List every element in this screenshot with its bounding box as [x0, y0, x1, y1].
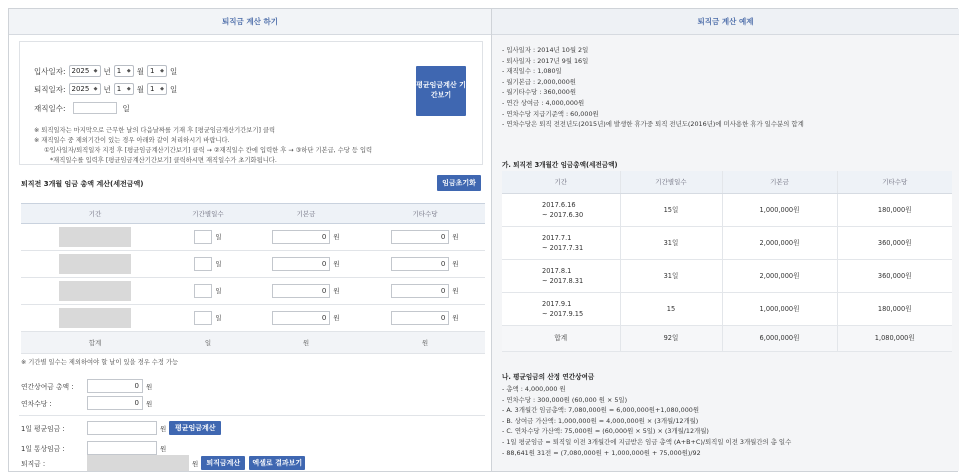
work-days-input[interactable] — [73, 102, 117, 114]
total-base: 원 — [247, 332, 365, 354]
base-pay-input[interactable]: 0 — [272, 230, 330, 244]
total-base: 6,000,000원 — [722, 325, 837, 351]
won-unit: 원 — [452, 287, 459, 295]
leave-date-row — [34, 82, 177, 96]
join-day-select[interactable]: 1 ◆ — [147, 65, 167, 77]
period-value — [59, 254, 131, 274]
won-unit: 원 — [160, 444, 167, 453]
example-row — [502, 292, 952, 325]
calculation-line: - 88,641원 31전 = (7,080,000원 + 1,000,000원 + 75,000원)/92 — [502, 448, 701, 457]
info-line: - 월기타수당 : 360,000원 — [502, 88, 577, 97]
day-unit: 일 — [215, 260, 222, 268]
leave-pay-row — [21, 396, 152, 410]
won-unit: 원 — [192, 459, 199, 468]
won-unit: 원 — [333, 233, 340, 241]
divider — [19, 415, 485, 416]
severance-label: 퇴직금 : — [21, 460, 46, 468]
work-days-row — [34, 101, 130, 115]
example-wage-table — [502, 171, 952, 352]
period-value — [59, 281, 131, 301]
period-value — [59, 227, 131, 247]
other-allowance-input[interactable]: 0 — [391, 284, 449, 298]
calculation-line: - 연차수당 : 300,000원 (60,000 원 × 5일) — [502, 395, 628, 404]
won-unit: 원 — [333, 260, 340, 268]
other-cell: 360,000원 — [837, 226, 952, 259]
wage-input-row — [21, 224, 485, 251]
day-unit: 일 — [170, 84, 178, 94]
period-cell: 2017.7.1 ~ 2017.7.31 — [502, 226, 620, 259]
excel-result-button[interactable]: 엑셀로 결과보기 — [249, 456, 305, 470]
note-line: ※ 퇴직일자는 마지막으로 근무한 날의 다음날짜를 기재 후 [평균임금계산기간보기] 클릭 — [34, 127, 276, 134]
day-unit: 일 — [170, 66, 178, 76]
other-cell: 180,000원 — [837, 193, 952, 226]
won-unit: 원 — [452, 233, 459, 241]
total-other: 원 — [365, 332, 485, 354]
year-unit: 년 — [103, 84, 111, 94]
won-unit: 원 — [333, 287, 340, 295]
leave-day-select[interactable]: 1 ◆ — [147, 83, 167, 95]
days-input[interactable] — [194, 230, 212, 244]
info-line: - 퇴사일자 : 2017년 9월 16일 — [502, 56, 589, 65]
calculation-line: - A. 3개월간 임금총액: 7,080,000원 = 6,000,000원+1,080,000원 — [502, 406, 700, 415]
note-line: ①입사일자/퇴직일자 지정 후 [평균임금계산기간보기] 클릭 → ②재직일수 칸에 입력한 후 → ③하단 기본급, 수당 등 입력 — [44, 147, 373, 154]
won-unit: 원 — [452, 260, 459, 268]
total-row — [21, 332, 485, 354]
total-row — [502, 325, 952, 351]
column-header: 기본금 — [247, 204, 365, 224]
won-unit: 원 — [452, 314, 459, 322]
leave-pay-input[interactable]: 0 — [87, 396, 143, 410]
join-month-select[interactable]: 1 ◆ — [114, 65, 134, 77]
other-allowance-input[interactable]: 0 — [391, 311, 449, 325]
days-cell: 31일 — [620, 226, 722, 259]
average-wage-row — [21, 421, 221, 435]
base-cell: 2,000,000원 — [722, 259, 837, 292]
info-line: - 연차수당 지급기준액 : 60,000원 — [502, 109, 599, 118]
info-line: - 재직일수 : 1,080일 — [502, 67, 562, 76]
info-line: - 연간 상여금 : 4,000,000원 — [502, 98, 585, 107]
column-header: 기본금 — [722, 171, 837, 193]
won-unit: 원 — [160, 424, 167, 433]
year-unit: 년 — [103, 66, 111, 76]
bonus-input[interactable]: 0 — [87, 379, 143, 393]
period-cell: 2017.9.1 ~ 2017.9.15 — [502, 292, 620, 325]
average-wage-label: 1일 평균임금 : — [21, 425, 65, 433]
other-cell: 360,000원 — [837, 259, 952, 292]
calculation-line: - B. 상여금 가산액: 1,000,000원 = 4,000,000원 × (3개월/12개월) — [502, 416, 699, 425]
calculation-line: - 1일 평균임금 = 퇴직일 이전 3개월간에 지급받은 임금 총액 (A+B+C)/퇴직일 이전 3개월간의 총 일수 — [502, 437, 792, 446]
days-input[interactable] — [194, 311, 212, 325]
spinner-icon: ◆ — [93, 68, 98, 74]
severance-calculator-frame — [8, 8, 958, 472]
days-cell: 15일 — [620, 193, 722, 226]
date-input-box — [19, 41, 483, 165]
leave-month-select[interactable]: 1 ◆ — [114, 83, 134, 95]
calculator-panel — [9, 9, 491, 471]
period-cell: 2017.8.1 ~ 2017.8.31 — [502, 259, 620, 292]
month-unit: 월 — [136, 84, 145, 94]
average-wage-button[interactable]: 평균임금계산 — [169, 421, 221, 435]
other-cell: 180,000원 — [837, 292, 952, 325]
day-unit: 일 — [215, 287, 222, 295]
example-info-list — [502, 45, 804, 130]
total-days: 일 — [169, 332, 247, 354]
average-wage-period-button[interactable]: 평균임금계산 기간보기 — [416, 66, 466, 116]
example-row — [502, 226, 952, 259]
average-wage-input[interactable] — [87, 421, 157, 435]
leave-pay-label: 연차수당 : — [21, 400, 52, 408]
note-line: *재직일수를 입력후 [평균임금계산기간보기] 클릭하시면 재직일수가 초기화됩니다. — [50, 157, 277, 164]
column-header: 기간 — [21, 204, 169, 224]
example-panel-title: 퇴직금 계산 예제 — [492, 9, 959, 35]
wage-section-title: 퇴직전 3개월 임금 총액 계산(세전금액) — [21, 180, 144, 188]
example-panel — [491, 9, 959, 471]
base-cell: 2,000,000원 — [722, 226, 837, 259]
total-other: 1,080,000원 — [837, 325, 952, 351]
days-note: ※ 기간별 일수는 제외하여야 할 날이 있을 경우 수정 가능 — [21, 359, 179, 366]
base-pay-input[interactable]: 0 — [272, 311, 330, 325]
base-pay-input[interactable]: 0 — [272, 284, 330, 298]
base-cell: 1,000,000원 — [722, 292, 837, 325]
month-unit: 월 — [136, 66, 145, 76]
won-unit: 원 — [333, 314, 340, 322]
days-input[interactable] — [194, 284, 212, 298]
note-line: ※ 재직일수 중 제외기간이 있는 경우 아래와 같이 처리하시기 바랍니다. — [34, 137, 230, 144]
reset-wage-button[interactable]: 임금초기화 — [437, 175, 481, 191]
spinner-icon: ◆ — [126, 86, 131, 92]
day-unit: 일 — [215, 233, 222, 241]
period-cell: 2017.6.16 ~ 2017.6.30 — [502, 193, 620, 226]
total-label: 합계 — [502, 325, 620, 351]
wage-input-table — [21, 203, 485, 354]
base-cell: 1,000,000원 — [722, 193, 837, 226]
spinner-icon: ◆ — [160, 86, 165, 92]
day-unit: 일 — [215, 314, 222, 322]
spinner-icon: ◆ — [126, 68, 131, 74]
calculator-panel-title: 퇴직금 계산 하기 — [9, 9, 491, 35]
column-header: 기간별일수 — [620, 171, 722, 193]
info-line: - 월기본급 : 2,000,000원 — [502, 77, 576, 86]
join-date-label: 입사일자: — [34, 66, 66, 76]
other-allowance-input[interactable]: 0 — [391, 257, 449, 271]
join-date-row — [34, 64, 177, 78]
calculation-line: - 총액 : 4,000,000 원 — [502, 385, 566, 393]
base-pay-input[interactable]: 0 — [272, 257, 330, 271]
won-unit: 원 — [146, 399, 153, 408]
wage-input-row — [21, 305, 485, 332]
info-line: - 연차수당은 퇴직 전전년도(2015년)에 발생한 휴가중 퇴직 전년도(2016년)에 미사용한 휴가 일수분의 합계 — [502, 120, 804, 129]
section-a-title: 가. 퇴직전 3개월간 임금총액(세전금액) — [502, 161, 618, 169]
calculation-lines — [502, 384, 791, 458]
work-days-label: 재직일수: — [34, 103, 66, 113]
join-year-select[interactable]: 2025 ◆ — [69, 65, 101, 77]
severance-calc-button[interactable]: 퇴직금계산 — [201, 456, 245, 470]
example-row — [502, 259, 952, 292]
wage-input-row — [21, 251, 485, 278]
days-cell: 15 — [620, 292, 722, 325]
example-row — [502, 193, 952, 226]
won-unit: 원 — [146, 382, 153, 391]
bonus-row — [21, 379, 152, 393]
column-header: 기간별일수 — [169, 204, 247, 224]
ordinary-wage-row — [21, 441, 166, 455]
section-b-title: 나. 평균임금의 산정 연간상여금 — [502, 373, 595, 381]
severance-row — [21, 455, 305, 471]
calculation-line: - C. 연차수당 가산액: 75,000원 = (60,000원 × 5일) × (3개월/12개월) — [502, 427, 709, 436]
column-header: 기간 — [502, 171, 620, 193]
total-days: 92일 — [620, 325, 722, 351]
column-header: 기타수당 — [837, 171, 952, 193]
ordinary-wage-label: 1일 통상임금 : — [21, 445, 65, 453]
column-header: 기타수당 — [365, 204, 485, 224]
leave-year-select[interactable]: 2025 ◆ — [69, 83, 101, 95]
period-value — [59, 308, 131, 328]
days-input[interactable] — [194, 257, 212, 271]
total-label: 합계 — [21, 332, 169, 354]
info-line: - 입사일자 : 2014년 10월 2일 — [502, 46, 589, 54]
bonus-label: 연간상여금 총액 : — [21, 383, 74, 391]
wage-input-row — [21, 278, 485, 305]
other-allowance-input[interactable]: 0 — [391, 230, 449, 244]
leave-date-label: 퇴직일자: — [34, 84, 66, 94]
days-cell: 31일 — [620, 259, 722, 292]
ordinary-wage-input[interactable] — [87, 441, 157, 455]
spinner-icon: ◆ — [93, 86, 98, 92]
spinner-icon: ◆ — [160, 68, 165, 74]
severance-result — [87, 455, 189, 471]
work-days-unit: 일 — [122, 103, 130, 113]
